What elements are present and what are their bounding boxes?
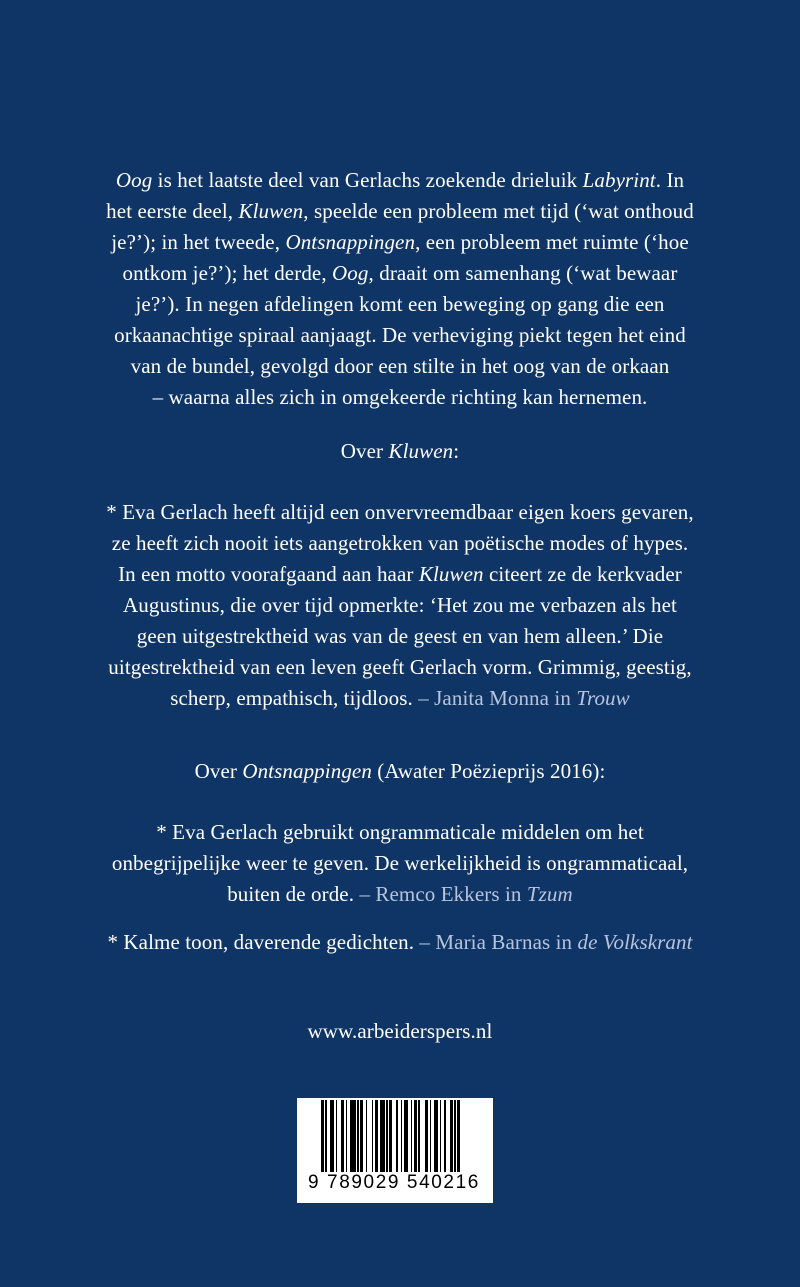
text-line: – waarna alles zich in omgekeerde richting kan hernemen. — [152, 385, 648, 409]
publisher-website[interactable] — [40, 1016, 760, 1047]
section-heading-kluwen — [40, 436, 760, 467]
text-line: het eerste deel, Kluwen, speelde een probleem met tijd (‘wat onthoud — [106, 199, 694, 223]
text-line: geen uitgestrektheid was van de geest en van hem alleen.’ Die — [136, 624, 664, 648]
text-line: onbegrijpelijke weer te geven. De werkelijkheid is ongrammaticaal, — [111, 851, 689, 875]
text-line: * Kalme toon, daverende gedichten. – Maria Barnas in de Volkskrant — [107, 930, 693, 954]
text-line: je?’). In negen afdelingen komt een beweging op gang die een — [135, 292, 665, 316]
text-line: ontkom je?’); het derde, Oog, draait om samenhang (‘wat bewaar — [122, 261, 678, 285]
text-line: je?’); in het tweede, Ontsnappingen, een probleem met ruimte (‘hoe — [111, 230, 689, 254]
isbn-barcode — [297, 1098, 493, 1203]
heading-suffix: : — [453, 439, 460, 463]
heading-title: Kluwen — [388, 439, 454, 463]
text-line: scherp, empathisch, tijdloos. – Janita Monna in Trouw — [170, 686, 630, 710]
text-line: Augustinus, die over tijd opmerkte: ‘Het zou me verbazen als het — [123, 593, 677, 617]
review-kluwen — [40, 497, 760, 714]
barcode-number: 9 789029 540216 — [308, 1172, 480, 1193]
text-line: orkaanachtige spiraal aanjaagt. De verheviging piekt tegen het eind — [114, 323, 686, 347]
text-line: buiten de orde. – Remco Ekkers in Tzum — [227, 882, 573, 906]
heading-prefix: Over — [340, 439, 389, 463]
barcode-digits — [307, 1172, 487, 1194]
text-line: * Eva Gerlach heeft altijd een onvervreemdbaar eigen koers gevaren, — [106, 500, 694, 524]
review-ekkers — [40, 817, 760, 910]
text-line: * Eva Gerlach gebruikt ongrammaticale middelen om het — [156, 820, 644, 844]
text-line: uitgestrektheid van een leven geeft Gerlach vorm. Grimmig, geestig, — [108, 655, 692, 679]
text-line: In een motto voorafgaand aan haar Kluwen citeert ze de kerkvader — [118, 562, 682, 586]
text-line: Oog is het laatste deel van Gerlachs zoekende drieluik Labyrint. In — [115, 168, 685, 192]
text-line: ze heeft zich nooit iets aangetrokken van poëtische modes of hypes. — [111, 531, 689, 555]
text-line: van de bundel, gevolgd door een stilte in het oog van de orkaan — [130, 354, 670, 378]
heading-suffix: (Awater Poëzieprijs 2016): — [371, 759, 606, 783]
heading-title: Ontsnappingen — [242, 759, 372, 783]
blurb-paragraph — [40, 165, 760, 413]
website-link[interactable]: www.arbeiderspers.nl — [307, 1019, 493, 1043]
review-barnas — [40, 927, 760, 958]
section-heading-ontsnappingen — [40, 756, 760, 787]
heading-prefix: Over — [194, 759, 243, 783]
